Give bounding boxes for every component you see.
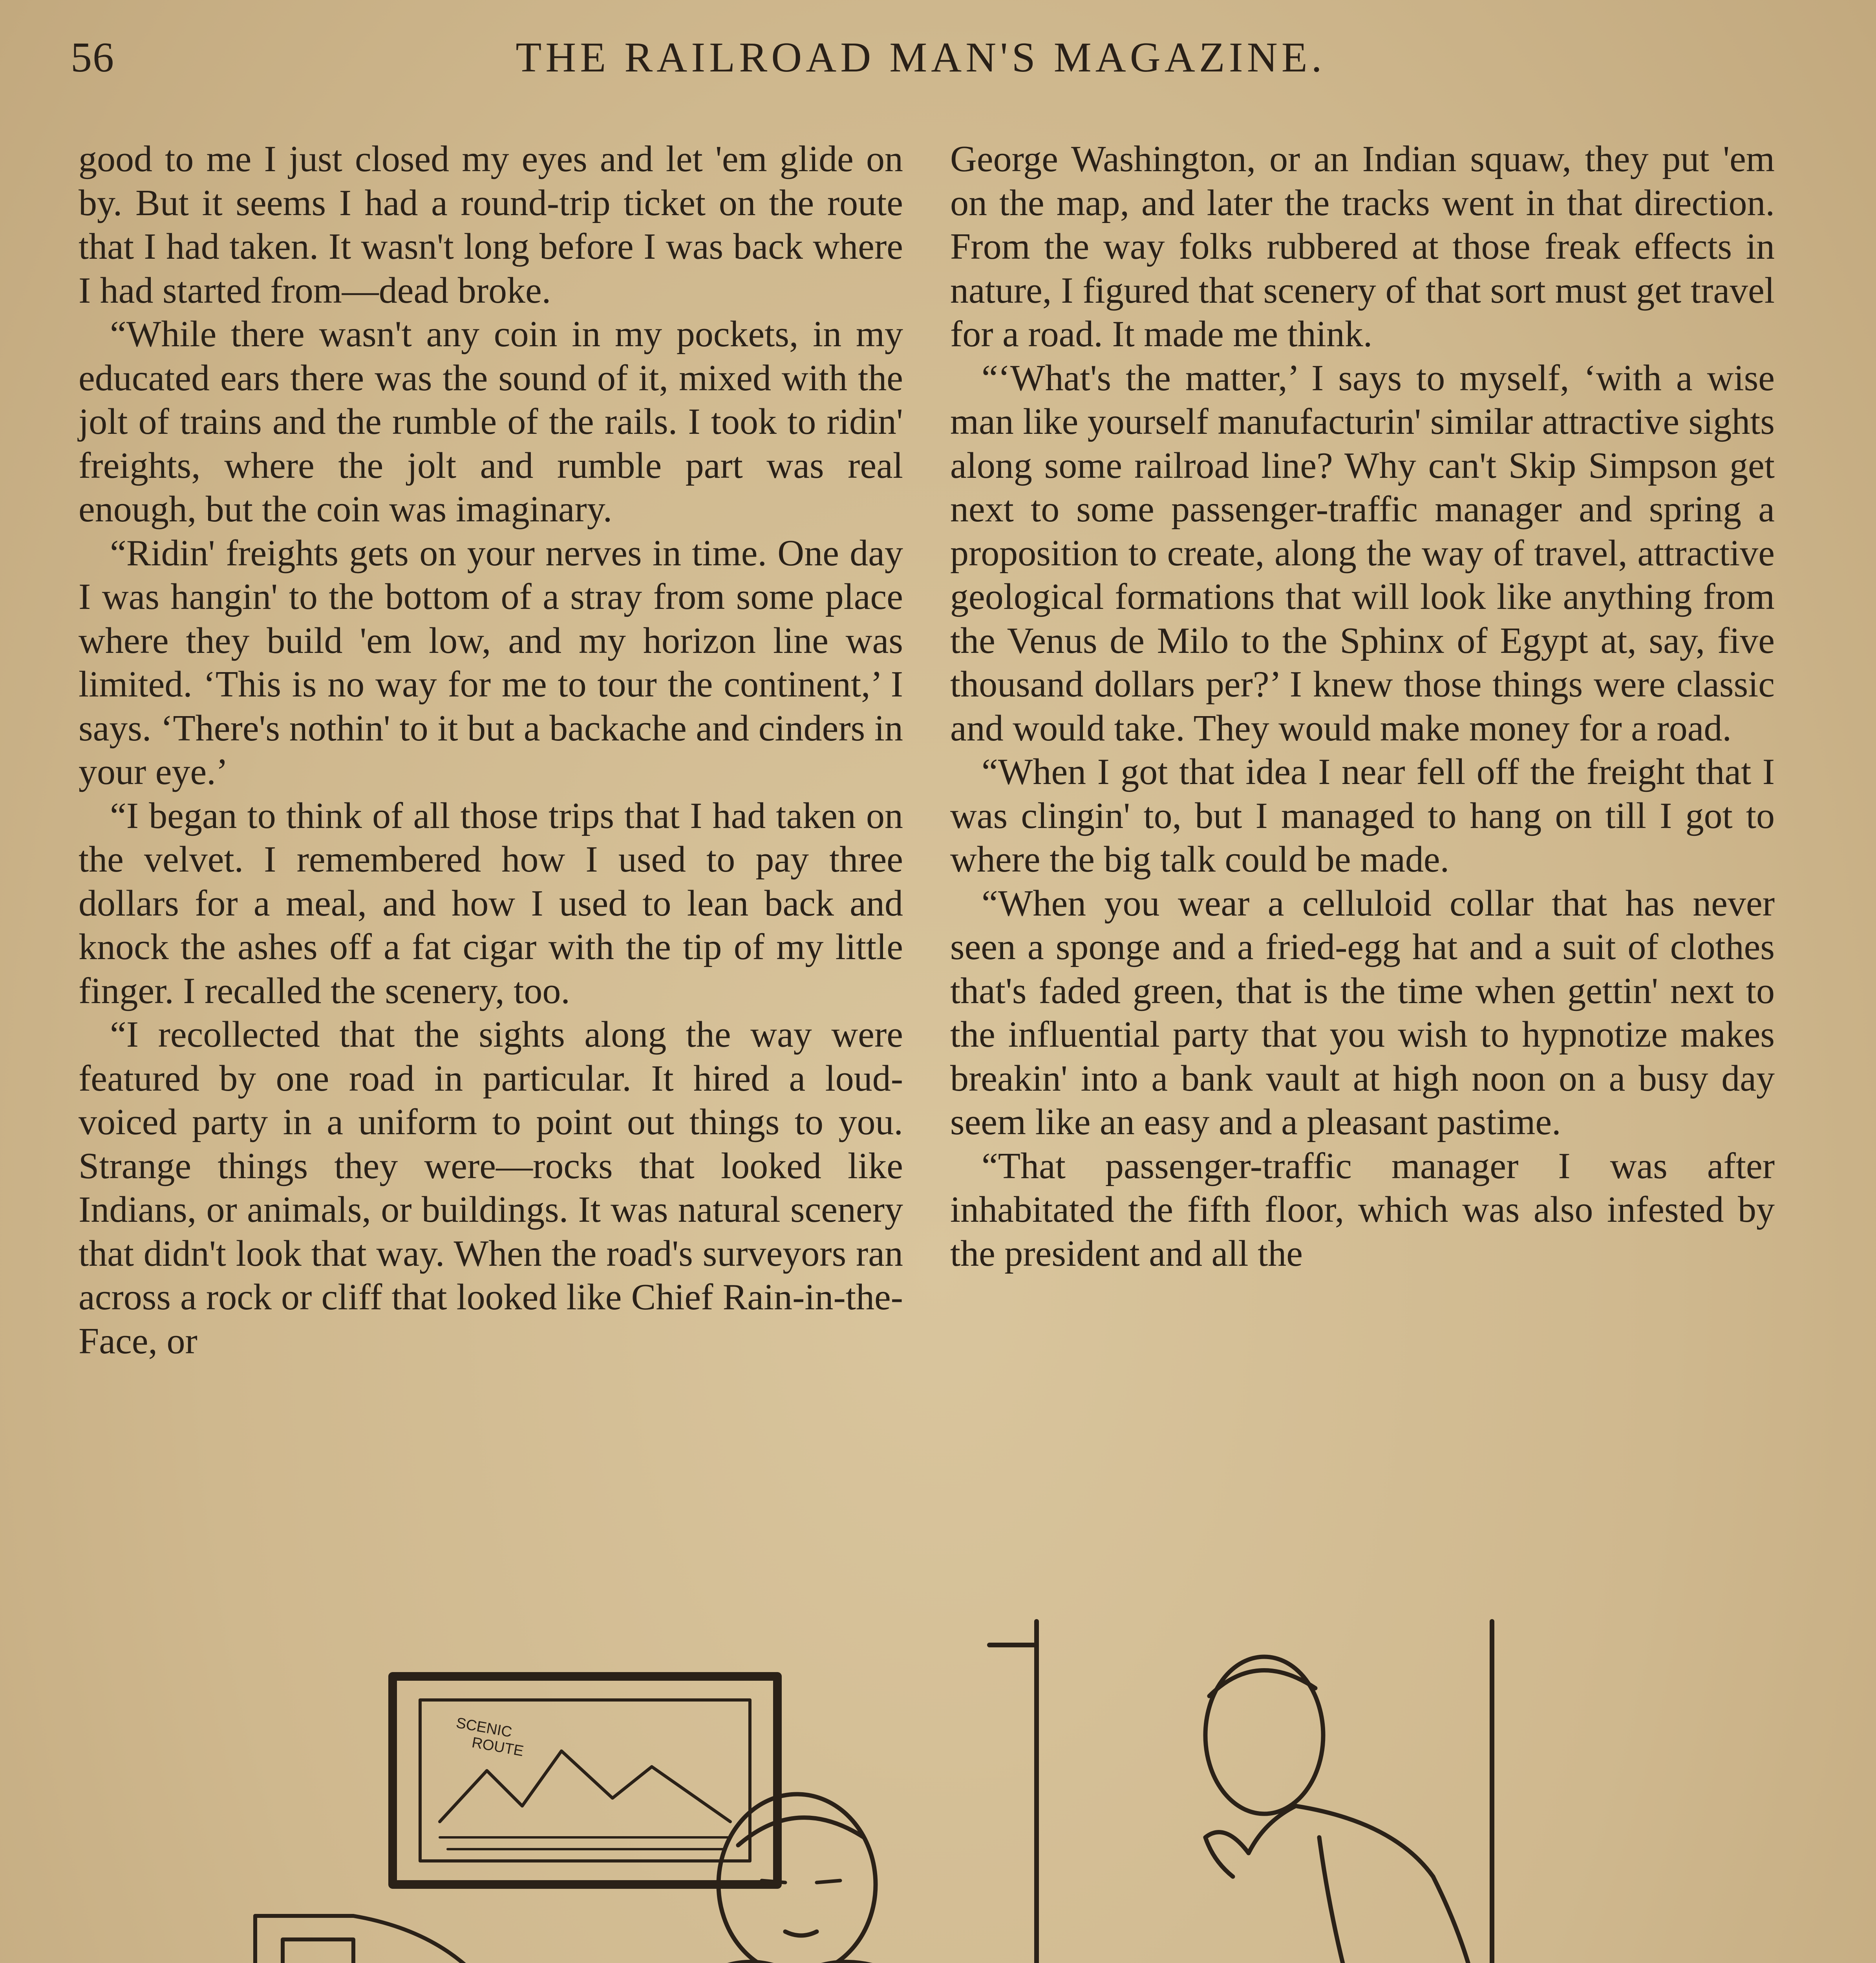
paragraph: “When you wear a celluloid collar that has never seen a sponge and a fried-egg hat and a suit of clothes that's faded green, that is the time when gettin' next to the influential party that you wish to hypnotize makes breakin' into a bank vault at high noon on a busy day seem like an easy and a pleasant pastime.: [950, 883, 1775, 1142]
paragraph: good to me I just closed my eyes and let 'em glide on by. But it seems I had a round-trip ticket on the route that I had taken. It wasn't long before I was back where I had started from—dead broke.: [79, 139, 903, 311]
paragraph: “Ridin' freights gets on your nerves in time. One day I was hangin' to the bottom of a stray from some place where they build 'em low, and my horizon line was limited. ‘This is no way for me to tour the continent,’ I says. ‘There's nothin' to it but a backache and cinders in your eye.’: [79, 532, 903, 792]
seated-man: [648, 1794, 1048, 1963]
paragraph: “That passenger-traffic manager I was after inhabitated the fifth floor, which was also infested by the president and all the: [950, 1145, 1775, 1274]
page-header: [71, 33, 1771, 96]
office-illustration: [236, 1602, 1669, 1963]
picture-sign-line2: ROUTE: [470, 1734, 525, 1760]
paragraph: George Washington, or an Indian squaw, they put 'em on the map, and later the tracks went in that direction. From the way folks rubbered at those freak effects in nature, I figured that scenery of that sort must get travel for a road. It made me think.: [950, 139, 1775, 355]
paragraph: “When I got that idea I near fell off the freight that I was clingin' to, but I managed to hang on till I got to where the big talk could be made.: [950, 751, 1775, 880]
paragraph: “While there wasn't any coin in my pockets, in my educated ears there was the sound of it, mixed with the jolt of trains and the rumble of the rails. I took to ridin' freights, where the jolt and rumble part was real enough, but the coin was imaginary.: [79, 314, 903, 530]
paragraph: “I recollected that the sights along the way were featured by one road in particular. It hired a loud-voiced party in a uniform to point out things to you. Strange things they were—rocks that looked like Indians, or animals, or buildings. It was natural scenery that didn't look that way. When the road's surveyors ran across a rock or cliff that looked like Chief Rain-in-the-Face, or: [79, 1014, 903, 1362]
running-title: THE RAILROAD MAN'S MAGAZINE.: [516, 34, 1326, 81]
picture-sign-line1: SCENIC: [455, 1714, 514, 1741]
paragraph: “‘What's the matter,’ I says to myself, ‘with a wise man like yourself manufacturin' similar attractive sights along some railroad line? Why can't Skip Simpson get next to some passenger-traffic manager and spring a proposition to create, along the way of travel, attractive geological formations that will look like anything from the Venus de Milo to the Sphinx of Egypt at, say, five thousand dollars per?’ I knew those things were classic and would take. They would make money for a road.: [950, 357, 1775, 749]
framed-scenic-picture: [393, 1676, 777, 1884]
roll-top-desk: [255, 1916, 640, 1963]
left-text-column: [79, 137, 903, 1363]
right-text-column: [950, 137, 1775, 1276]
page-number: 56: [71, 34, 115, 81]
standing-man: [1205, 1657, 1614, 1963]
paragraph: “I began to think of all those trips that I had taken on the velvet. I remembered how I used to pay three dollars for a meal, and how I used to lean back and knock the ashes off a fat cigar with the tip of my little finger. I recalled the scenery, too.: [79, 795, 903, 1011]
